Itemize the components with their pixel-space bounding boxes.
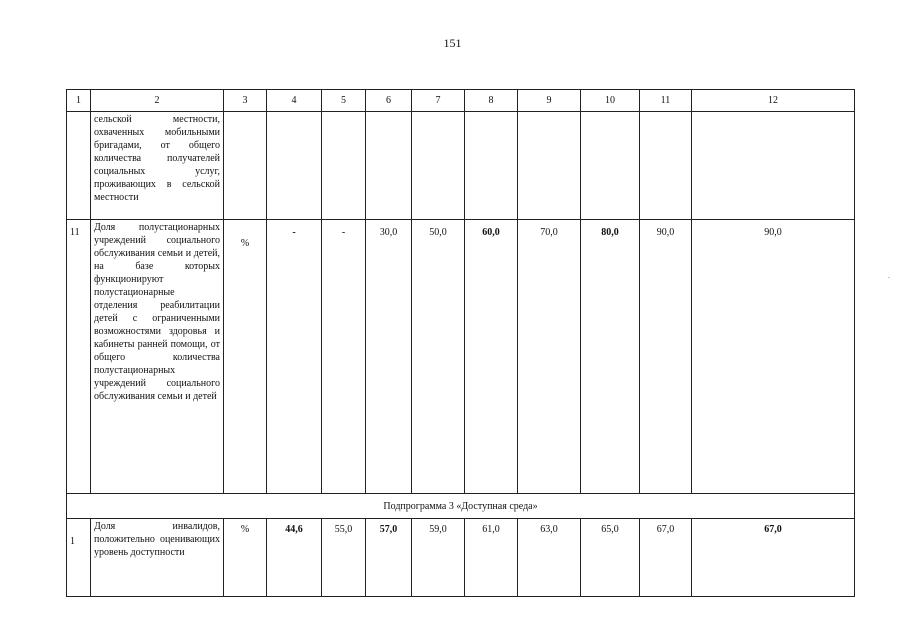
indicator-table bbox=[66, 89, 855, 597]
subprogram-title: Подпрограмма 3 «Доступная среда» bbox=[67, 494, 855, 519]
value-cell: 67,0 bbox=[640, 519, 692, 597]
value-cell: - bbox=[322, 220, 366, 494]
value-cell bbox=[640, 112, 692, 220]
margin-mark: . bbox=[888, 271, 890, 280]
value-cell: 67,0 bbox=[692, 519, 855, 597]
value-cell: 60,0 bbox=[465, 220, 518, 494]
index-cell: 11 bbox=[67, 220, 91, 494]
header-cell: 7 bbox=[412, 90, 465, 112]
unit-cell: % bbox=[224, 220, 267, 494]
header-cell: 8 bbox=[465, 90, 518, 112]
value-cell bbox=[322, 112, 366, 220]
description-cell: Доля инвалидов, положительно оценивающих уровень доступности bbox=[91, 519, 224, 597]
value-cell: 90,0 bbox=[640, 220, 692, 494]
value-cell: 65,0 bbox=[581, 519, 640, 597]
value-cell bbox=[518, 112, 581, 220]
value-cell bbox=[581, 112, 640, 220]
table-row-1 bbox=[67, 519, 855, 597]
table-row-continuation bbox=[67, 112, 855, 220]
description-cell: сельской местности, охваченных мобильными бригадами, от общего количества получателей социальных услуг, проживающих в сельской местности bbox=[91, 112, 224, 220]
header-cell: 12 bbox=[692, 90, 855, 112]
header-cell: 1 bbox=[67, 90, 91, 112]
unit-cell: % bbox=[224, 519, 267, 597]
header-cell: 5 bbox=[322, 90, 366, 112]
header-cell: 3 bbox=[224, 90, 267, 112]
header-cell: 9 bbox=[518, 90, 581, 112]
value-cell: 57,0 bbox=[366, 519, 412, 597]
value-cell: 70,0 bbox=[518, 220, 581, 494]
value-cell: 44,6 bbox=[267, 519, 322, 597]
value-cell bbox=[366, 112, 412, 220]
value-cell: 61,0 bbox=[465, 519, 518, 597]
header-cell: 6 bbox=[366, 90, 412, 112]
header-cell: 4 bbox=[267, 90, 322, 112]
index-cell: 1 bbox=[67, 519, 91, 597]
header-row bbox=[67, 90, 855, 112]
value-cell: 55,0 bbox=[322, 519, 366, 597]
value-cell: 59,0 bbox=[412, 519, 465, 597]
value-cell: 50,0 bbox=[412, 220, 465, 494]
table-row-11 bbox=[67, 220, 855, 494]
value-cell: 90,0 bbox=[692, 220, 855, 494]
value-cell: 80,0 bbox=[581, 220, 640, 494]
value-cell bbox=[224, 112, 267, 220]
value-cell: 30,0 bbox=[366, 220, 412, 494]
value-cell: - bbox=[267, 220, 322, 494]
subprogram-row bbox=[67, 494, 855, 519]
page-number: 151 bbox=[443, 36, 462, 50]
value-cell: 63,0 bbox=[518, 519, 581, 597]
header-cell: 10 bbox=[581, 90, 640, 112]
header-cell: 11 bbox=[640, 90, 692, 112]
value-cell bbox=[412, 112, 465, 220]
description-cell: Доля полустационарных учреждений социального обслуживания семьи и детей, на базе которых функционируют полустационарные отделения реабилитации детей с ограниченными возможностями здоровья и кабинеты ранней помощи, от общего количества полустационарных учреждений социального обслуживания семьи и детей bbox=[91, 220, 224, 494]
value-cell bbox=[465, 112, 518, 220]
value-cell bbox=[267, 112, 322, 220]
value-cell bbox=[692, 112, 855, 220]
index-cell bbox=[67, 112, 91, 220]
header-cell: 2 bbox=[91, 90, 224, 112]
